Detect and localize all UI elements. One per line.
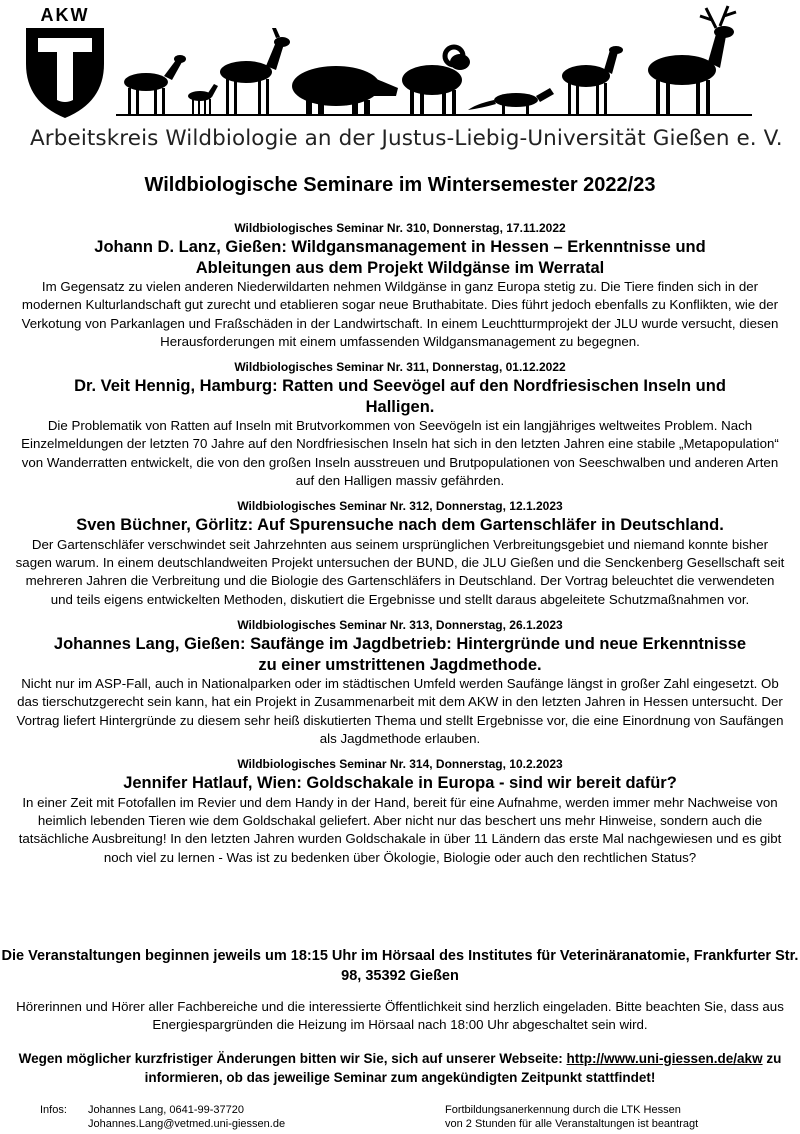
seminar-title: Johann D. Lanz, Gießen: Wildgansmanagement in Hessen – Erkenntnisse und Ableitungen aus dem Projekt Wildgänse im Werratal xyxy=(94,238,706,277)
seminar-310 xyxy=(0,221,800,351)
seminar-title: Johannes Lang, Gießen: Saufänge im Jagdbetrieb: Hintergründe und neue Erkenntnisse zu einer umstrittenen Jagdmethode. xyxy=(53,635,747,674)
wildlife-silhouettes xyxy=(116,4,752,116)
seminar-meta: Wildbiologisches Seminar Nr. 310, Donnerstag, 17.11.2022 xyxy=(234,221,566,235)
website-link[interactable]: http://www.uni-giessen.de/akw xyxy=(566,1051,763,1066)
seminar-312 xyxy=(0,499,800,609)
fox-silhouette xyxy=(468,88,554,114)
seminar-abstract: Der Gartenschläfer verschwindet seit Jahrzehnten aus seinem ursprünglichen Verbreitungsgebiet und niemand konnte bisher sagen warum. In einem deutschlandweiten Projekt untersuchen der BUND, die JLU Gießen und die Senckenberg Gesellschaft seit mehreren Jahren die Verbreitung und die Biologie des Gartenschläfers in Deutschland. Der Vortrag beleuchtet die verwendeten und teils eigens entwickelten Methoden, diskutiert die Ergebnisse und stellt daraus abgeleitete Schutzmaßnahmen vor. xyxy=(15,536,785,607)
infos-label: Infos: xyxy=(40,1104,67,1116)
seminar-title: Sven Büchner, Görlitz: Auf Spurensuche nach dem Gartenschläfer in Deutschland. xyxy=(76,516,724,535)
credit-line-1: Fortbildungsanerkennung durch die LTK Hessen xyxy=(445,1104,681,1116)
seminar-title: Jennifer Hatlauf, Wien: Goldschakale in Europa - sind wir bereit dafür? xyxy=(123,774,677,793)
footer-credit xyxy=(445,1103,698,1131)
seminar-meta: Wildbiologisches Seminar Nr. 313, Donnerstag, 26.1.2023 xyxy=(237,618,563,633)
organization-name: Arbeitskreis Wildbiologie an der Justus-Liebig-Universität Gießen e. V. xyxy=(30,126,783,151)
seminar-314 xyxy=(0,757,800,867)
seminar-meta: Wildbiologisches Seminar Nr. 314, Donnerstag, 10.2.2023 xyxy=(237,757,563,772)
fawn-silhouette xyxy=(188,84,218,114)
contact-name-phone: Johannes Lang, 0641-99-37720 xyxy=(88,1104,244,1116)
warning-text-before: Wegen möglicher kurzfristiger Änderungen bitten wir Sie, sich auf unserer Webseite: xyxy=(18,1051,567,1066)
warning-text-after: zu informieren, ob das jeweilige Seminar zum angekündigten Zeitpunkt stattfindet! xyxy=(144,1051,782,1085)
seminar-abstract: In einer Zeit mit Fotofallen im Revier und dem Handy in der Hand, bereit für eine Aufnahme, werden immer mehr Nachweise von heimlich lebenden Tieren wie dem Goldschakal geliefert. Aber nicht nur das beschert uns mehr Hinweise, sondern auch die tatsächliche Ausbreitung! In den letzten Jahren wurden Goldschakale in über 11 Ländern das erste Mal nachgewiesen und es gibt noch viel zu lernen - Was ist zu bedenken über Ökologie, Biologie oder auch den rechtlichen Status? xyxy=(18,794,782,865)
seminar-meta: Wildbiologisches Seminar Nr. 312, Donnerstag, 12.1.2023 xyxy=(237,499,563,514)
seminar-list xyxy=(0,221,800,876)
roe-deer-silhouette xyxy=(124,55,186,114)
header-rule xyxy=(116,114,752,116)
mouflon-silhouette xyxy=(402,47,470,114)
credit-line-2: von 2 Stunden für alle Veranstaltungen ist beantragt xyxy=(445,1118,699,1130)
seminar-meta: Wildbiologisches Seminar Nr. 311, Donnerstag, 01.12.2022 xyxy=(234,360,566,375)
change-warning xyxy=(15,1050,785,1087)
location-note: Die Veranstaltungen beginnen jeweils um 18:15 Uhr im Hörsaal des Institutes für Veterinäranatomie, Frankfurter Str. 98, 35392 Gießen xyxy=(1,948,799,984)
page-title: Wildbiologische Seminare im Wintersemester 2022/23 xyxy=(144,174,656,196)
seminar-313 xyxy=(0,618,800,748)
wild-boar-silhouette xyxy=(292,66,398,114)
seminar-abstract: Die Problematik von Ratten auf Inseln mit Brutvorkommen von Seevögeln ist ein langjähriges weltweites Problem. Nach Einzelmeldungen der letzten 70 Jahre auf den Nordfriesischen Inseln hat sich in den letzten Jahren eine stabile „Metapopulation“ von Wanderratten entwickelt, die von den großen Inseln ausstreuen und Brutpopulationen von Seeschwalben und anderen Arten auf den Halligen massiv gefährden. xyxy=(21,418,779,489)
logo-text: AKW xyxy=(40,5,90,25)
seminar-title: Dr. Veit Hennig, Hamburg: Ratten und Seevögel auf den Nordfriesischen Inseln und Halligen. xyxy=(74,377,726,416)
fallow-deer-silhouette xyxy=(562,46,623,114)
invitation-text: Hörerinnen und Hörer aller Fachbereiche und die interessierte Öffentlichkeit sind herzlich eingeladen. Bitte beachten Sie, dass aus Energiespargründen die Heizung im Hörsaal nach 18:00 Uhr abgeschaltet sein wird. xyxy=(16,999,784,1033)
seminar-abstract: Im Gegensatz zu vielen anderen Niederwildarten nehmen Wildgänse in ganz Europa stetig zu. Die Tiere finden sich in der modernen Kulturlandschaft gut zurecht und etablieren sogar neue Bruthabitate. Dies führt jedoch ebenfalls zu Konflikten, wie der Verkotung von Parkanlagen und Fraßschäden in der Landwirtschaft. In einem Leuchtturmprojekt der JLU wurde versucht, diesen Herausforderungen mit einem umfassenden Wildgansmanagement zu begegnen. xyxy=(21,279,779,349)
footer-contact xyxy=(40,1103,285,1131)
deer-silhouette xyxy=(220,28,290,114)
contact-email[interactable]: Johannes.Lang@vetmed.uni-giessen.de xyxy=(88,1118,286,1130)
seminar-311 xyxy=(0,360,800,490)
red-deer-stag-silhouette xyxy=(648,6,736,114)
akw-shield-logo xyxy=(22,4,108,120)
seminar-abstract: Nicht nur im ASP-Fall, auch in Nationalparken oder im städtischen Umfeld werden Saufänge längst in großer Zahl eingesetzt. Ob das tierschutzgerecht sein kann, hat ein Projekt in Zusammenarbeit mit dem AKW in den letzten Jahren in Hessen untersucht. Der Vortrag liefert Hintergründe zu diesem sehr heiß diskutierten Thema und stellt Ergebnisse vor, die eine Einordnung von Saufängen als Jagdmethode erlauben. xyxy=(16,676,784,746)
